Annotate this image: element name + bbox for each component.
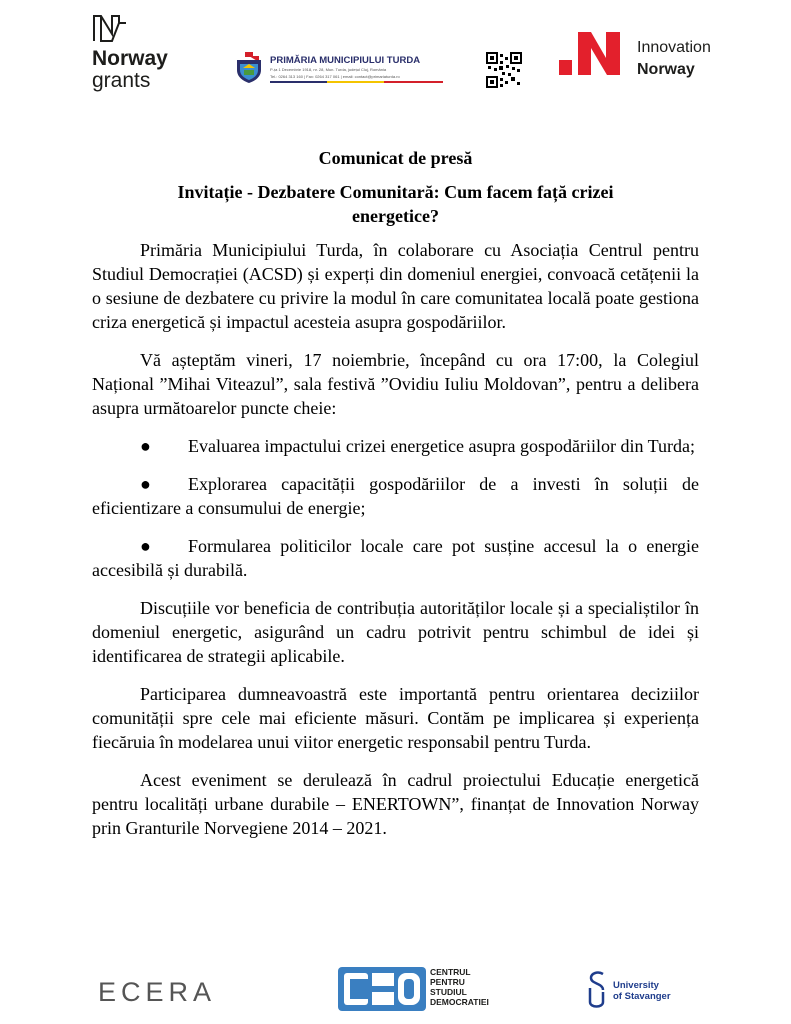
uis-mark-icon (586, 970, 608, 1010)
csd-line3: STUDIUL (430, 987, 467, 997)
bullet-text: Formularea politicilor locale care pot susține accesul la o energie accesibilă și durabilă. (92, 536, 699, 580)
bullet-item (92, 472, 699, 520)
tricolor-stripe (270, 81, 443, 83)
footer (0, 960, 791, 1024)
norway-grants-line1: Norway (92, 47, 168, 70)
bullet-icon: ● (140, 436, 151, 456)
uis-line2: of Stavanger (613, 991, 671, 1002)
primaria-turda-logo (234, 50, 444, 90)
primaria-address: P-ța 1 Decembrie 1918, nr. 28, Mun. Turda, județul Cluj, România (270, 67, 387, 72)
csd-logo (338, 967, 508, 1015)
paragraph-contributions: Discuțiile vor beneficia de contribuția autorităților locale și a specialiștilor în domeniul energetic, asigurând un cadru potrivit pentru schimbul de idei și identificarea de strategii aplicabile. (92, 598, 699, 666)
paragraph-project: Acest eveniment se derulează în cadrul proiectului Educație energetică pentru localități urbane durabile – ENERTOWN”, finanțat de Innovation Norway prin Granturile Norvegiene 2014 – 2021. (92, 770, 699, 838)
csd-mark-icon (338, 967, 426, 1011)
bullet-text: Evaluarea impactului crizei energetice asupra gospodăriilor din Turda; (188, 436, 695, 456)
bullet-icon: ● (140, 536, 151, 556)
uis-text (613, 980, 671, 1002)
norway-grants-mark-icon (92, 14, 128, 42)
document-title: Comunicat de presă (318, 148, 473, 168)
ecera-logo: ECERA (98, 977, 217, 1007)
university-of-stavanger-logo (586, 970, 696, 1014)
csd-line4: DEMOCRATIEI (430, 997, 489, 1007)
innovation-norway-mark-icon (558, 22, 624, 78)
primaria-title: PRIMĂRIA MUNICIPIULUI TURDA (270, 55, 421, 66)
innovation-norway-line2: Norway (637, 61, 695, 78)
csd-line2: PENTRU (430, 977, 465, 987)
primaria-contact: Tel.: 0264 313 160 | Fax: 0264 317 061 | email: contact@primariaturda.ro (270, 74, 400, 79)
bullet-item (92, 434, 699, 458)
turda-crest-icon (234, 50, 264, 84)
paragraph-invitation: Vă așteptăm vineri, 17 noiembrie, începând cu ora 17:00, la Colegiul Național ”Mihai Viteazul”, sala festivă ”Ovidiu Iuliu Moldovan”, pentru a delibera asupra următoarelor puncte cheie: (92, 350, 699, 418)
document-subtitle: Invitație - Dezbatere Comunitară: Cum facem față crizei energetice? (177, 182, 614, 226)
paragraph-intro: Primăria Municipiului Turda, în colaborare cu Asociația Centrul pentru Studiul Democrației (ACSD) și experți din domeniul energiei, convoacă cetățenii la o sesiune de dezbatere cu privire la modul în care comunitatea locală poate gestiona criza energetică și impactul acesteia asupra gospodăriilor. (92, 240, 699, 332)
paragraph-participation: Participarea dumneavoastră este importantă pentru orientarea deciziilor comunității spre cele mai eficiente măsuri. Contăm pe implicarea și experiența fiecăruia în modelarea unui viitor energetic responsabil pentru Turda. (92, 684, 699, 752)
innovation-norway-line1: Innovation (637, 39, 711, 56)
innovation-norway-logo (558, 22, 738, 82)
csd-line1: CENTRUL (430, 967, 471, 977)
press-release-body (92, 146, 699, 854)
norway-grants-logo (92, 14, 182, 92)
bullet-text: Explorarea capacității gospodăriilor de a investi în soluții de eficientizare a consumului de energie; (92, 474, 699, 518)
csd-text (430, 967, 489, 1007)
norway-grants-line2: grants (92, 69, 151, 92)
qr-code-icon (486, 52, 522, 88)
header (0, 0, 791, 110)
bullet-icon: ● (140, 474, 151, 494)
uis-line1: University (613, 980, 659, 991)
bullet-item (92, 534, 699, 582)
